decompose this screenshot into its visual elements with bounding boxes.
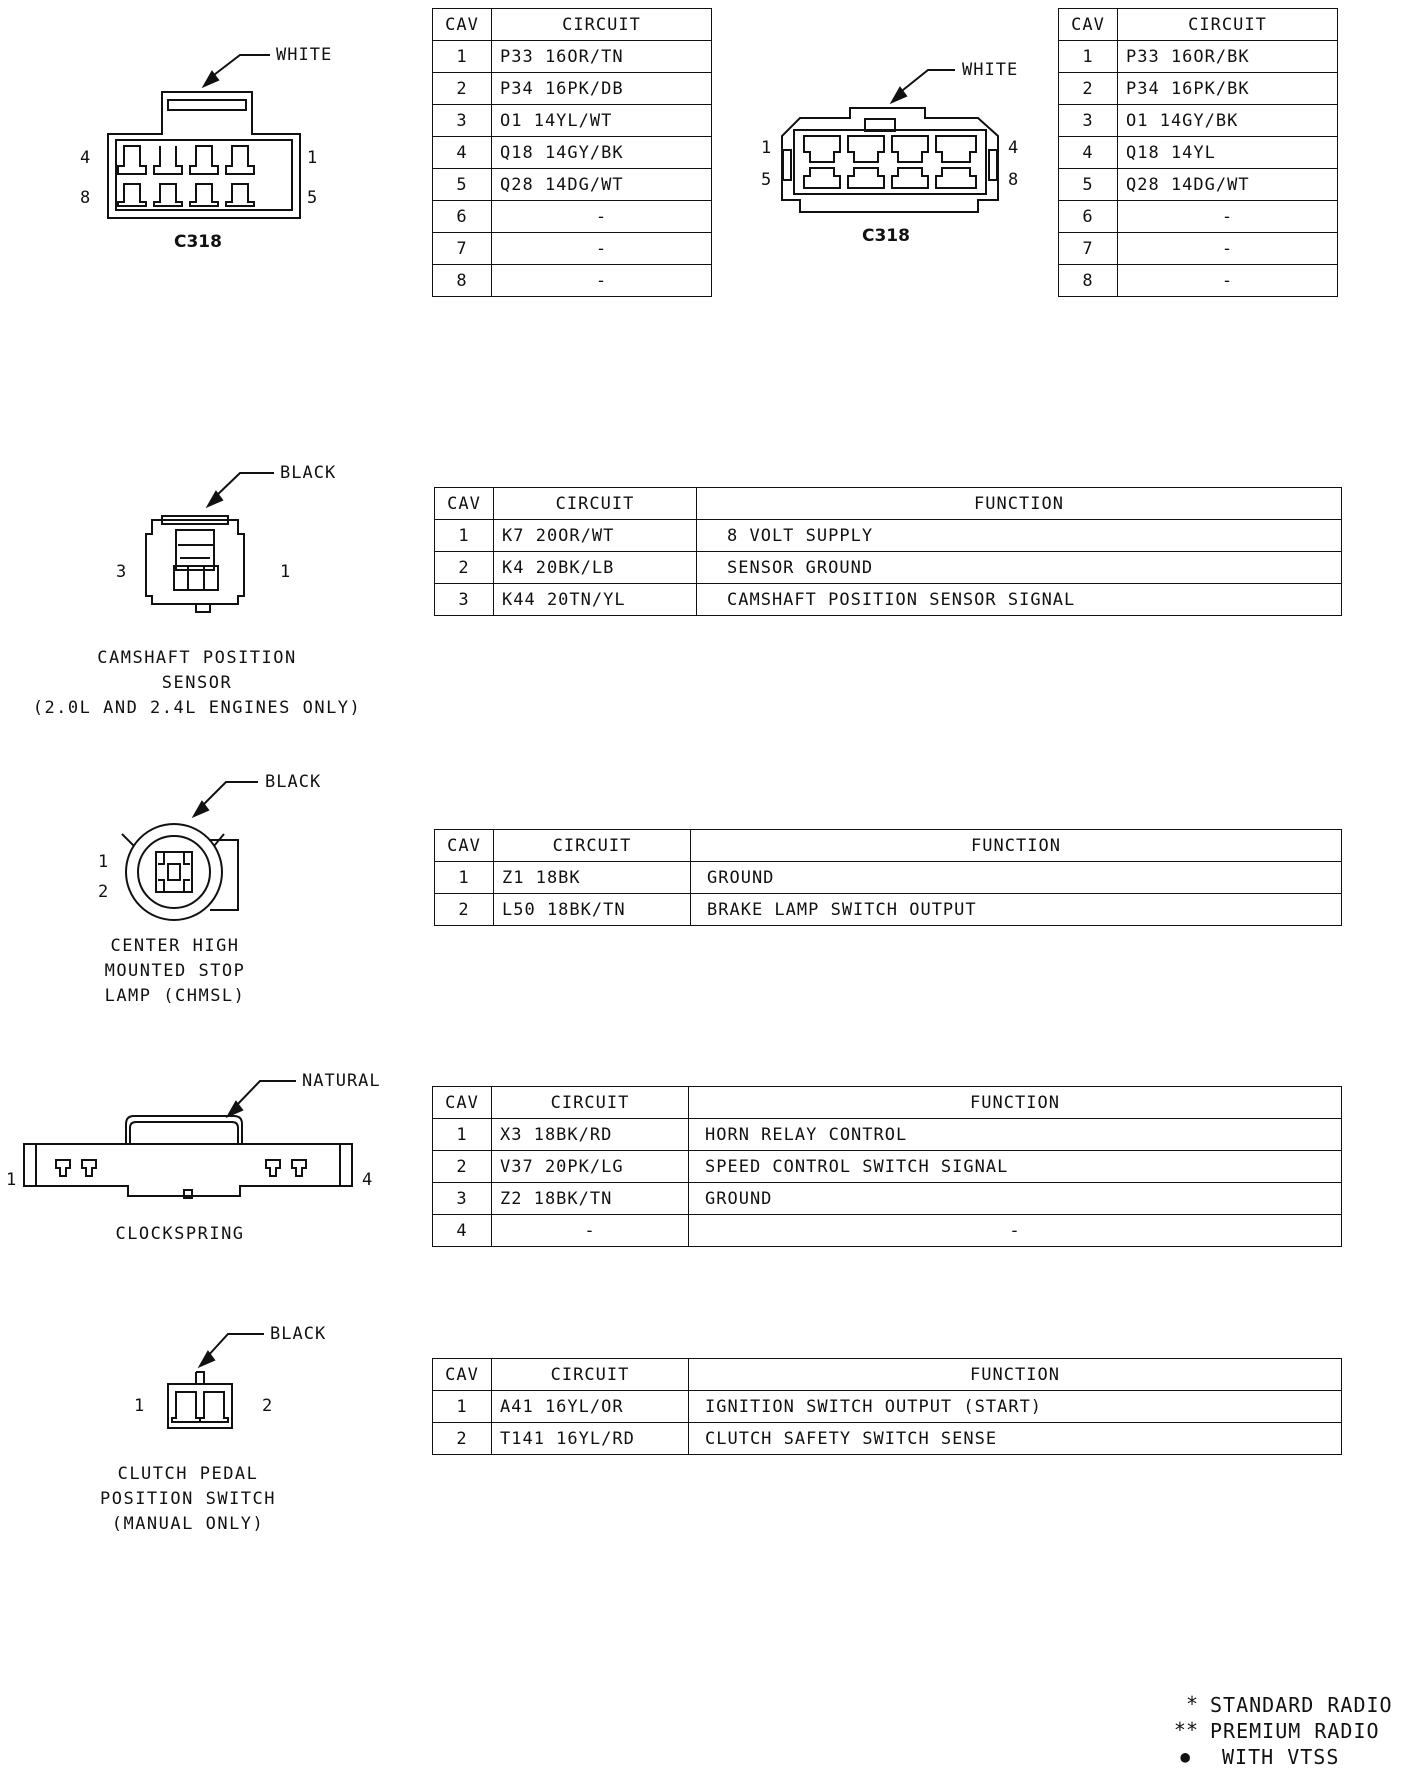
- pin-label: 1: [761, 138, 773, 158]
- function-cell: IGNITION SWITCH OUTPUT (START): [689, 1391, 1342, 1423]
- function-cell: -: [689, 1215, 1342, 1247]
- legend-item: [1150, 1692, 1400, 1718]
- pin-label: 4: [362, 1170, 374, 1190]
- pin-label: 8: [1008, 170, 1020, 190]
- circuit-cell: Q28 14DG/WT: [1118, 169, 1338, 201]
- connector-caption: [20, 646, 374, 721]
- chmsl-table: [434, 829, 1342, 926]
- table-row: [1059, 41, 1338, 73]
- circuit-cell: O1 14GY/BK: [1118, 105, 1338, 137]
- clutch-drawing: [0, 0, 1, 1]
- function-cell: CAMSHAFT POSITION SENSOR SIGNAL: [697, 584, 1342, 616]
- circuit-cell: L50 18BK/TN: [494, 894, 691, 926]
- cav-cell: 5: [433, 169, 492, 201]
- legend-symbol: ●: [1180, 1747, 1190, 1766]
- col-header: FUNCTION: [689, 1359, 1342, 1391]
- cav-cell: 4: [433, 1215, 492, 1247]
- circuit-cell: Q28 14DG/WT: [492, 169, 712, 201]
- c318-right-table: [1058, 8, 1338, 297]
- function-cell: GROUND: [689, 1183, 1342, 1215]
- col-header: CAV: [433, 1087, 492, 1119]
- pin-label: 1: [6, 1170, 18, 1190]
- pin-label: 5: [761, 170, 773, 190]
- col-header: CIRCUIT: [494, 830, 691, 862]
- circuit-cell: K4 20BK/LB: [494, 552, 697, 584]
- c318-left-table: [432, 8, 712, 297]
- cav-cell: 3: [433, 1183, 492, 1215]
- circuit-cell: Z1 18BK: [494, 862, 691, 894]
- col-header: CAV: [433, 1359, 492, 1391]
- pin-label: 8: [80, 188, 92, 208]
- cav-cell: 8: [1059, 265, 1118, 297]
- function-cell: HORN RELAY CONTROL: [689, 1119, 1342, 1151]
- col-header: CAV: [433, 9, 492, 41]
- cav-cell: 6: [433, 201, 492, 233]
- circuit-cell: Z2 18BK/TN: [492, 1183, 689, 1215]
- circuit-cell: P34 16PK/DB: [492, 73, 712, 105]
- cav-cell: 8: [433, 265, 492, 297]
- legend-item: [1150, 1718, 1400, 1744]
- col-header: CIRCUIT: [1118, 9, 1338, 41]
- col-header: CIRCUIT: [492, 1359, 689, 1391]
- circuit-cell: P33 16OR/TN: [492, 41, 712, 73]
- circuit-cell: Q18 14GY/BK: [492, 137, 712, 169]
- cav-cell: 4: [1059, 137, 1118, 169]
- circuit-cell: T141 16YL/RD: [492, 1423, 689, 1455]
- table-row: [433, 265, 712, 297]
- pin-label: 3: [116, 562, 128, 582]
- connector-name: C318: [862, 226, 910, 246]
- table-row: [433, 201, 712, 233]
- legend-text: WITH VTSS: [1222, 1745, 1340, 1769]
- caption-line: SENSOR: [161, 673, 233, 693]
- color-label: BLACK: [265, 772, 322, 792]
- caption-line: CLUTCH PEDAL: [117, 1464, 259, 1484]
- col-header: FUNCTION: [689, 1087, 1342, 1119]
- cav-cell: 3: [433, 105, 492, 137]
- color-label: NATURAL: [302, 1071, 381, 1091]
- legend-symbol: *: [1185, 1692, 1198, 1716]
- table-row: [1059, 137, 1338, 169]
- pin-label: 2: [98, 882, 110, 902]
- circuit-cell: -: [1118, 233, 1338, 265]
- table-row: [435, 584, 1342, 616]
- col-header: CAV: [1059, 9, 1118, 41]
- circuit-cell: -: [492, 265, 712, 297]
- legend-symbol: **: [1173, 1718, 1198, 1742]
- col-header: CIRCUIT: [494, 488, 697, 520]
- table-row: [433, 73, 712, 105]
- pin-label: 1: [280, 562, 292, 582]
- color-label: WHITE: [276, 45, 333, 65]
- function-cell: CLUTCH SAFETY SWITCH SENSE: [689, 1423, 1342, 1455]
- caption-line: MOUNTED STOP: [104, 961, 246, 981]
- cav-cell: 2: [433, 73, 492, 105]
- caption-line: CLOCKSPRING: [115, 1224, 245, 1244]
- cav-cell: 3: [1059, 105, 1118, 137]
- caption-line: (2.0L AND 2.4L ENGINES ONLY): [32, 698, 362, 718]
- cav-cell: 1: [433, 41, 492, 73]
- cav-cell: 3: [435, 584, 494, 616]
- color-label: WHITE: [962, 60, 1019, 80]
- col-header: FUNCTION: [697, 488, 1342, 520]
- table-row: [1059, 201, 1338, 233]
- connector-caption: [60, 934, 290, 1009]
- table-row: [433, 169, 712, 201]
- cav-cell: 2: [1059, 73, 1118, 105]
- table-row: [435, 894, 1342, 926]
- connector-caption: [80, 1222, 280, 1247]
- table-row: [435, 520, 1342, 552]
- function-cell: 8 VOLT SUPPLY: [697, 520, 1342, 552]
- circuit-cell: -: [492, 201, 712, 233]
- cav-cell: 6: [1059, 201, 1118, 233]
- color-label: BLACK: [270, 1324, 327, 1344]
- cav-cell: 1: [1059, 41, 1118, 73]
- circuit-cell: -: [1118, 201, 1338, 233]
- col-header: CIRCUIT: [492, 9, 712, 41]
- pin-label: 1: [307, 148, 319, 168]
- clutch-table: [432, 1358, 1342, 1455]
- legend-text: PREMIUM RADIO: [1210, 1719, 1380, 1743]
- pin-label: 4: [80, 148, 92, 168]
- connector-name: C318: [174, 232, 222, 252]
- circuit-cell: K7 20OR/WT: [494, 520, 697, 552]
- color-label: BLACK: [280, 463, 337, 483]
- legend: [1150, 1692, 1400, 1770]
- table-row: [433, 1151, 1342, 1183]
- circuit-cell: -: [1118, 265, 1338, 297]
- circuit-cell: P34 16PK/BK: [1118, 73, 1338, 105]
- cav-cell: 1: [433, 1391, 492, 1423]
- caption-line: LAMP (CHMSL): [104, 986, 246, 1006]
- caption-line: POSITION SWITCH: [99, 1489, 277, 1509]
- col-header: CAV: [435, 830, 494, 862]
- cav-cell: 1: [433, 1119, 492, 1151]
- circuit-cell: A41 16YL/OR: [492, 1391, 689, 1423]
- circuit-cell: P33 16OR/BK: [1118, 41, 1338, 73]
- circuit-cell: O1 14YL/WT: [492, 105, 712, 137]
- table-row: [435, 552, 1342, 584]
- cav-cell: 1: [435, 520, 494, 552]
- pin-label: 1: [134, 1396, 146, 1416]
- function-cell: BRAKE LAMP SWITCH OUTPUT: [691, 894, 1342, 926]
- circuit-cell: X3 18BK/RD: [492, 1119, 689, 1151]
- cav-cell: 2: [435, 894, 494, 926]
- cav-cell: 7: [1059, 233, 1118, 265]
- clockspring-table: [432, 1086, 1342, 1247]
- table-row: [433, 1423, 1342, 1455]
- table-row: [433, 233, 712, 265]
- cav-cell: 2: [435, 552, 494, 584]
- col-header: FUNCTION: [691, 830, 1342, 862]
- circuit-cell: K44 20TN/YL: [494, 584, 697, 616]
- function-cell: GROUND: [691, 862, 1342, 894]
- table-row: [433, 1119, 1342, 1151]
- function-cell: SENSOR GROUND: [697, 552, 1342, 584]
- cav-cell: 4: [433, 137, 492, 169]
- circuit-cell: V37 20PK/LG: [492, 1151, 689, 1183]
- cav-cell: 7: [433, 233, 492, 265]
- table-row: [433, 137, 712, 169]
- table-row: [433, 105, 712, 137]
- table-row: [1059, 169, 1338, 201]
- table-row: [1059, 265, 1338, 297]
- legend-text: STANDARD RADIO: [1210, 1693, 1393, 1717]
- table-row: [433, 1215, 1342, 1247]
- camshaft-table: [434, 487, 1342, 616]
- pin-label: 4: [1008, 138, 1020, 158]
- caption-line: (MANUAL ONLY): [111, 1514, 265, 1534]
- function-cell: SPEED CONTROL SWITCH SIGNAL: [689, 1151, 1342, 1183]
- col-header: CAV: [435, 488, 494, 520]
- cav-cell: 1: [435, 862, 494, 894]
- col-header: CIRCUIT: [492, 1087, 689, 1119]
- pin-label: 5: [307, 188, 319, 208]
- cav-cell: 2: [433, 1151, 492, 1183]
- table-row: [1059, 105, 1338, 137]
- pin-label: 2: [262, 1396, 274, 1416]
- table-row: [435, 862, 1342, 894]
- table-row: [433, 1391, 1342, 1423]
- cav-cell: 5: [1059, 169, 1118, 201]
- table-row: [433, 1183, 1342, 1215]
- circuit-cell: Q18 14YL: [1118, 137, 1338, 169]
- connector-caption: [70, 1462, 306, 1537]
- caption-line: CENTER HIGH: [110, 936, 240, 956]
- caption-line: CAMSHAFT POSITION: [97, 648, 297, 668]
- table-row: [433, 41, 712, 73]
- circuit-cell: -: [492, 233, 712, 265]
- legend-item: [1150, 1744, 1400, 1770]
- table-row: [1059, 233, 1338, 265]
- table-row: [1059, 73, 1338, 105]
- pin-label: 1: [98, 852, 110, 872]
- cav-cell: 2: [433, 1423, 492, 1455]
- circuit-cell: -: [492, 1215, 689, 1247]
- c318-left-terminals: [118, 146, 254, 206]
